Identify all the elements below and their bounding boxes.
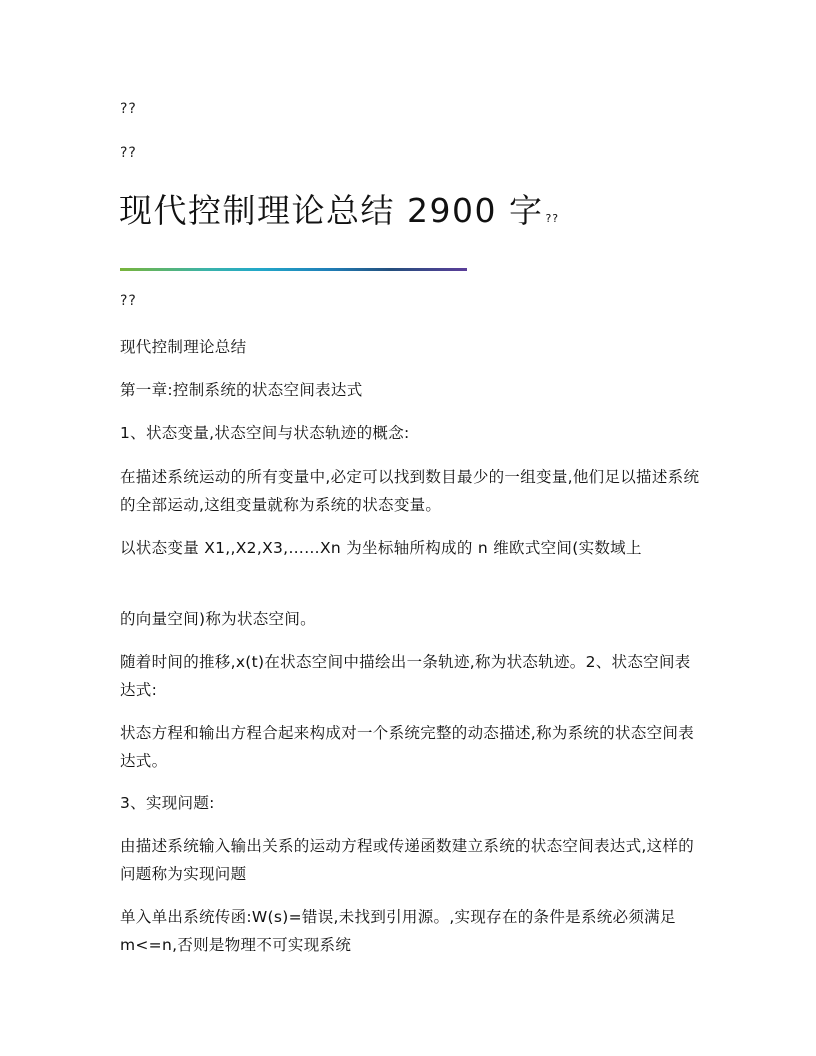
paragraph: 随着时间的推移,x(t)在状态空间中描绘出一条轨迹,称为状态轨迹。2、状态空间表达式:: [120, 653, 691, 699]
chapter-heading: 第一章:控制系统的状态空间表达式: [120, 381, 363, 399]
title-divider: [120, 268, 467, 271]
paragraph: 由描述系统输入输出关系的运动方程或传递函数建立系统的状态空间表达式,这样的问题称为实现问题: [120, 837, 695, 883]
paragraph-heading: 现代控制理论总结: [120, 338, 247, 356]
paragraph: 单入单出系统传函:W(s)=错误,未找到引用源。,实现存在的条件是系统必须满足 m<=n,否则是物理不可实现系统: [120, 908, 676, 954]
paragraph: 状态方程和输出方程合起来构成对一个系统完整的动态描述,称为系统的状态空间表达式。: [120, 724, 695, 770]
document-title: [119, 186, 559, 244]
paragraph: 的向量空间)称为状态空间。: [120, 610, 316, 628]
placeholder-mark: ??: [120, 293, 137, 309]
document-title-text: 现代控制理论总结 2900 字: [119, 191, 544, 230]
paragraph: 在描述系统运动的所有变量中,必定可以找到数目最少的一组变量,他们足以描述系统的全部运动,这组变量就称为系统的状态变量。: [120, 468, 700, 514]
placeholder-mark: ??: [120, 145, 137, 161]
placeholder-mark: ??: [120, 101, 137, 117]
section-heading: 1、状态变量,状态空间与状态轨迹的概念:: [120, 424, 410, 442]
paragraph: 以状态变量 X1,,X2,X3,……Xn 为坐标轴所构成的 n 维欧式空间(实数域上: [120, 539, 642, 557]
title-suffix-mark: ??: [545, 212, 560, 225]
section-heading: 3、实现问题:: [120, 794, 215, 812]
